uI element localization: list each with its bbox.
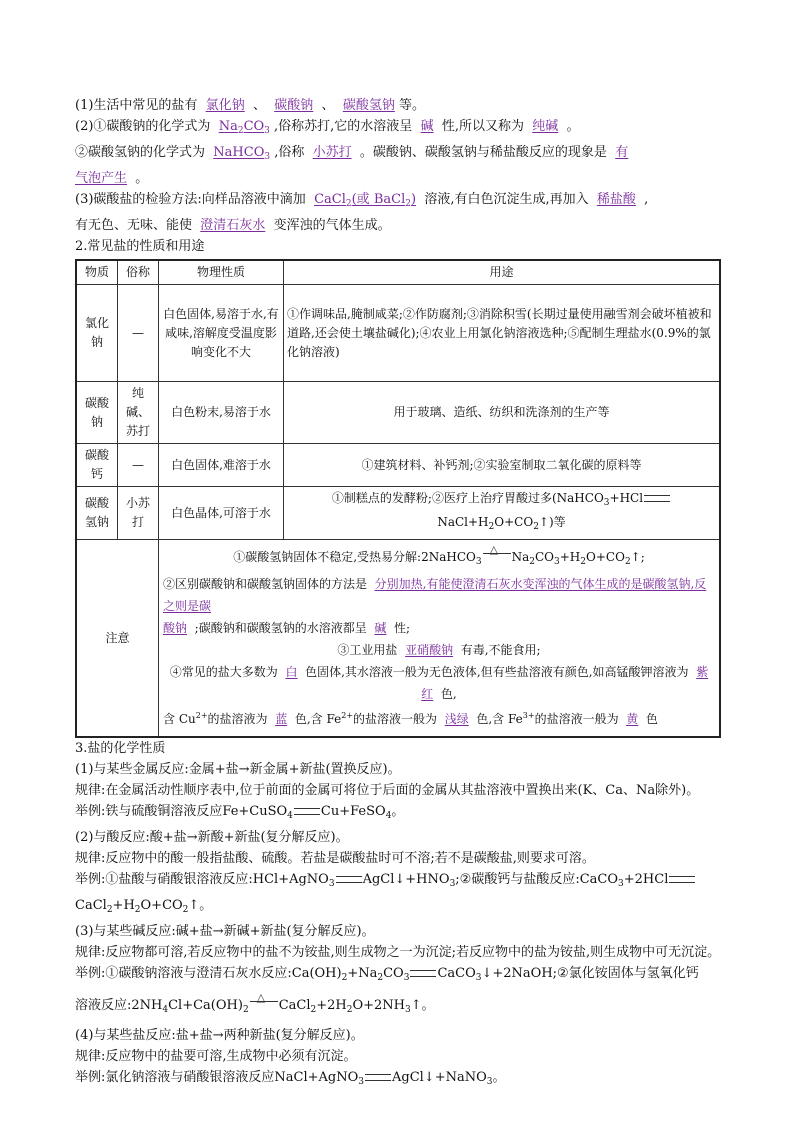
cell-common: —	[118, 444, 159, 487]
text: 。	[492, 1070, 506, 1085]
answer-distinguish: 分别加热,有能使澄清石灰水变浑浊的气体生成的是碳酸氢钠,反之则是碳	[163, 577, 707, 613]
text: 举例:铁与硫酸铜溶液反应Fe+CuSO	[75, 804, 288, 819]
text: ↑。	[410, 998, 435, 1013]
text: AgCl↓+HNO	[362, 872, 450, 887]
subscript: 2	[345, 199, 352, 209]
p1-line3	[75, 142, 721, 168]
subscript: 3	[475, 557, 482, 567]
subscript: 2	[310, 1005, 317, 1015]
s3-p4: (4)与某些盐反应:盐+盐→两种新盐(复分解反应)。	[75, 1028, 364, 1043]
text: ④常见的盐大多数为	[169, 665, 278, 679]
subscript: 2	[488, 522, 495, 532]
superscript: 2+	[195, 711, 208, 720]
cell-phys: 白色固体,易溶于水,有咸味,溶解度受温度影响变化不大	[159, 285, 284, 382]
text: Na	[218, 119, 238, 134]
equals-sign	[336, 876, 362, 883]
answer-light-green: 浅绿	[444, 712, 469, 726]
text: 性,所以又称为	[441, 119, 524, 134]
answer-yellow: 黄	[626, 712, 639, 726]
text: ↓+2NaOH;②氯化铵固体与氢氧化钙	[481, 966, 699, 981]
cell-phys: 白色粉末,易溶于水	[159, 382, 284, 444]
table-row-caco3	[76, 444, 720, 487]
text: Cu+FeSO	[320, 804, 386, 819]
header-common-name: 俗称	[118, 260, 159, 285]
text: O+CO	[494, 515, 534, 529]
subscript: 3	[554, 557, 560, 567]
s3-p2-example	[75, 869, 721, 895]
text: 含 Cu	[163, 712, 196, 726]
equals-sign	[365, 1074, 391, 1081]
text: ③工业用盐	[337, 643, 398, 657]
answer-bubble-part1: 有	[615, 145, 629, 160]
cell-use	[284, 487, 721, 540]
text: CaCO	[437, 966, 476, 981]
text: 的盐溶液一般为	[353, 712, 438, 726]
subscript: 2	[346, 1005, 353, 1015]
answer-nacl: 氯化钠	[205, 98, 245, 113]
subscript: 2	[134, 905, 141, 915]
text: )	[410, 192, 417, 207]
subscript: 4	[385, 811, 392, 821]
s3-p1-example	[75, 801, 721, 827]
answer-na2co3-formula	[219, 119, 270, 134]
text: (3)碳酸盐的检验方法:向样品溶液中滴加	[75, 192, 306, 207]
answer-nahco3-formula	[213, 145, 270, 160]
note-1	[163, 546, 715, 573]
text: (2)①碳酸钠的化学式为	[75, 119, 211, 134]
text: CO	[243, 119, 265, 134]
text: O+CO	[586, 550, 625, 564]
text: CaCl	[278, 998, 311, 1013]
s3-p2-rule: 规律:反应物中的酸一般指盐酸、硫酸。若盐是碳酸盐时可不溶;若不是碳酸盐,则要求可溶。	[75, 851, 595, 866]
superscript: 3+	[522, 711, 535, 720]
answer-cacl2	[314, 192, 416, 207]
subscript: 3	[328, 879, 335, 889]
p1-line4	[75, 189, 721, 215]
subscript: 2	[533, 522, 539, 532]
s3-p4-rule: 规律:反应物中的盐要可溶,生成物中必须有沉淀。	[75, 1049, 357, 1064]
text: 变浑浊的气体生成。	[273, 218, 391, 233]
text: ,俗称	[274, 145, 305, 160]
subscript: 4	[162, 1005, 169, 1015]
answer-blue: 蓝	[275, 712, 288, 726]
subscript: 3	[449, 879, 456, 889]
note-3	[163, 639, 715, 661]
subscript: 3	[475, 973, 482, 983]
s3-p1-rule: 规律:在金属活动性顺序表中,位于前面的金属可将位于后面的金属从其盐溶液中置换出来(K、Ca、Na除外)。	[75, 783, 700, 798]
text: +2H	[316, 998, 347, 1013]
text: 的盐溶液为	[207, 712, 268, 726]
answer-white: 白	[285, 665, 298, 679]
text: ②区别碳酸钠和碳酸氢钠固体的方法是	[163, 577, 368, 591]
cell-name: 氯化钠	[76, 285, 118, 382]
answer-bubble-part2: 气泡产生	[75, 171, 128, 186]
superscript: 2+	[341, 711, 354, 720]
section3-title: 3.盐的化学性质	[75, 741, 166, 756]
subscript: 2	[242, 1005, 249, 1015]
worksheet	[75, 95, 721, 1093]
note-5	[163, 705, 715, 730]
cell-common: —	[118, 285, 159, 382]
s3-p3-rule: 规律:反应物都可溶,若反应物中的盐不为铵盐,则生成物之一为沉淀;若反应物中的盐为铵盐,则生成物中可无沉淀。	[75, 945, 721, 960]
text: 有无色、无味、能使	[75, 218, 193, 233]
s3-p2-example-b	[75, 895, 721, 921]
answer-nitrite: 亚硝酸钠	[405, 643, 454, 657]
subscript: 4	[287, 811, 293, 821]
cell-phys: 白色晶体,可溶于水	[159, 487, 284, 540]
equals-sign	[644, 495, 670, 502]
text: 举例:①碳酸钠溶液与澄清石灰水反应:Ca(OH)	[75, 966, 342, 981]
cell-name: 碳酸钙	[76, 444, 118, 487]
text: 色固体,其水溶液一般为无色液体,但有些盐溶液有颜色,如高锰酸钾溶液为	[305, 665, 689, 679]
answer-purple-red: 紫红	[421, 665, 709, 701]
answer-limewater: 澄清石灰水	[200, 218, 266, 233]
text: ②碳酸氢钠的化学式为	[75, 145, 206, 160]
p1-line5	[75, 215, 721, 236]
cell-common: 纯碱、苏打	[118, 382, 159, 444]
text: O+CO	[140, 898, 183, 913]
subscript: 2	[580, 557, 587, 567]
text: 。	[135, 171, 149, 186]
text: NaHCO	[213, 145, 265, 160]
text: Cl+Ca(OH)	[168, 998, 243, 1013]
subscript: 2	[237, 126, 244, 136]
table-header-row	[76, 260, 720, 285]
s3-p1: (1)与某些金属反应:金属+盐→新金属+新盐(置换反应)。	[75, 762, 401, 777]
text: +H	[559, 550, 581, 564]
s3-p3: (3)与某些碱反应:碱+盐→新碱+新盐(复分解反应)。	[75, 924, 375, 939]
text: ↑)等	[538, 515, 566, 529]
subscript: 2	[106, 905, 113, 915]
cell-phys: 白色固体,难溶于水	[159, 444, 284, 487]
header-uses: 用途	[284, 260, 721, 285]
subscript: 3	[358, 1077, 364, 1087]
cell-name: 碳酸钠	[76, 382, 118, 444]
text: AgCl↓+NaNO	[391, 1070, 487, 1085]
salt-properties-table	[75, 259, 721, 738]
text: (或 BaCl	[351, 192, 406, 207]
text: ①碳酸氢钠固体不稳定,受热易分解:2NaHCO	[233, 550, 476, 564]
table-row-na2co3	[76, 382, 720, 444]
text: ,俗称苏打,它的水溶液呈	[274, 119, 413, 134]
subscript: 3	[603, 498, 610, 508]
text: CO	[383, 966, 404, 981]
cell-common: 小苏打	[118, 487, 159, 540]
subscript: 3	[486, 1077, 493, 1087]
answer-alkaline: 碱	[420, 119, 434, 134]
text: +2HCl	[623, 872, 669, 887]
text: 。碳酸钠、碳酸氢钠与稀盐酸反应的现象是	[359, 145, 607, 160]
equals-sign	[294, 808, 320, 815]
p1-line1	[75, 95, 721, 116]
text: ①制糕点的发酵粉;②医疗上治疗胃酸过多(NaHCO	[331, 491, 604, 505]
answer-soda: 纯碱	[532, 119, 559, 134]
text: 。	[566, 119, 580, 134]
cell-use: ①作调味品,腌制咸菜;②作防腐剂;③消除积雪(长期过量使用融雪剂会破坏植被和道路,还会使土壤盐碱化);④农业上用氯化钠溶液选种;⑤配制生理盐水(0.9%的氯化钠溶液)	[284, 285, 721, 382]
s3-p2: (2)与酸反应:酸+盐→新酸+新盐(复分解反应)。	[75, 830, 349, 845]
text: 举例:氯化钠溶液与硝酸银溶液反应NaCl+AgNO	[75, 1070, 359, 1085]
text: +Na	[347, 966, 378, 981]
answer-dilute-hcl: 稀盐酸	[596, 192, 636, 207]
answer-xiaosudа: 小苏打	[312, 145, 352, 160]
text: ;②碳酸钙与盐酸反应:CaCO	[455, 872, 619, 887]
text: +HCl	[609, 491, 644, 505]
subscript: 3	[264, 126, 270, 136]
text: 色,	[440, 687, 457, 701]
table-row-notes	[76, 540, 720, 738]
subscript: 3	[264, 152, 271, 162]
text: Na	[511, 550, 530, 564]
text: 、	[321, 98, 335, 113]
text: ;碳酸钠和碳酸氢钠的水溶液都呈	[194, 621, 367, 635]
text: 色,含 Fe	[294, 712, 342, 726]
table-row-nahco3	[76, 487, 720, 540]
text: (1)生活中常见的盐有	[75, 98, 198, 113]
subscript: 3	[403, 973, 410, 983]
cell-use: 用于玻璃、造纸、纺织和洗涤剂的生产等	[284, 382, 721, 444]
equals-sign	[669, 876, 695, 883]
text: 溶液反应:2NH	[75, 998, 163, 1013]
table-row-nacl	[76, 285, 720, 382]
text: O+2NH	[352, 998, 406, 1013]
text: 、	[252, 98, 266, 113]
subscript: 3	[405, 1005, 411, 1015]
text: CO	[534, 550, 555, 564]
text: 举例:①盐酸与硝酸银溶液反应:HCl+AgNO	[75, 872, 329, 887]
text: NaCl+H	[437, 515, 489, 529]
p1-line3b	[75, 168, 721, 189]
subscript: 2	[377, 973, 384, 983]
note-2	[163, 573, 715, 639]
text: 色	[645, 712, 658, 726]
heating-sign	[483, 553, 511, 562]
text: ,	[644, 192, 649, 207]
text: 性;	[394, 621, 411, 635]
answer-na2co3: 碳酸钠	[274, 98, 314, 113]
text: 有毒,不能食用;	[460, 643, 541, 657]
answer-nahco3: 碳酸氢钠	[342, 98, 395, 113]
text: ↑;	[630, 550, 645, 564]
answer-distinguish-end: 酸钠	[163, 621, 188, 635]
text: CaCl	[314, 192, 346, 207]
cell-note-label: 注意	[76, 540, 159, 738]
section2-title: 2.常见盐的性质和用途	[75, 239, 205, 254]
note-4	[163, 661, 715, 705]
s3-p3-example	[75, 963, 721, 989]
heating-sign	[250, 1001, 278, 1010]
answer-alkaline-2: 碱	[374, 621, 387, 635]
header-substance: 物质	[76, 260, 118, 285]
text: 等。	[398, 98, 425, 113]
text: 溶液,有白色沉淀生成,再加入	[424, 192, 589, 207]
cell-use: ①建筑材料、补钙剂;②实验室制取二氧化碳的原料等	[284, 444, 721, 487]
cell-name: 碳酸氢钠	[76, 487, 118, 540]
subscript: 2	[341, 973, 348, 983]
subscript: 2	[405, 199, 411, 209]
p1-line2	[75, 116, 721, 142]
s3-p3-example-b	[75, 995, 721, 1021]
cell-notes	[159, 540, 721, 738]
subscript: 3	[618, 879, 624, 889]
text: 的盐溶液一般为	[534, 712, 619, 726]
subscript: 2	[624, 557, 631, 567]
subscript: 2	[529, 557, 535, 567]
subscript: 2	[182, 905, 189, 915]
text: ↑。	[188, 898, 213, 913]
text: 。	[391, 804, 405, 819]
text: +H	[112, 898, 135, 913]
equals-sign	[410, 970, 436, 977]
s3-p4-example	[75, 1067, 721, 1093]
header-physical: 物理性质	[159, 260, 284, 285]
text: CaCl	[75, 898, 107, 913]
text: 色,含 Fe	[476, 712, 523, 726]
